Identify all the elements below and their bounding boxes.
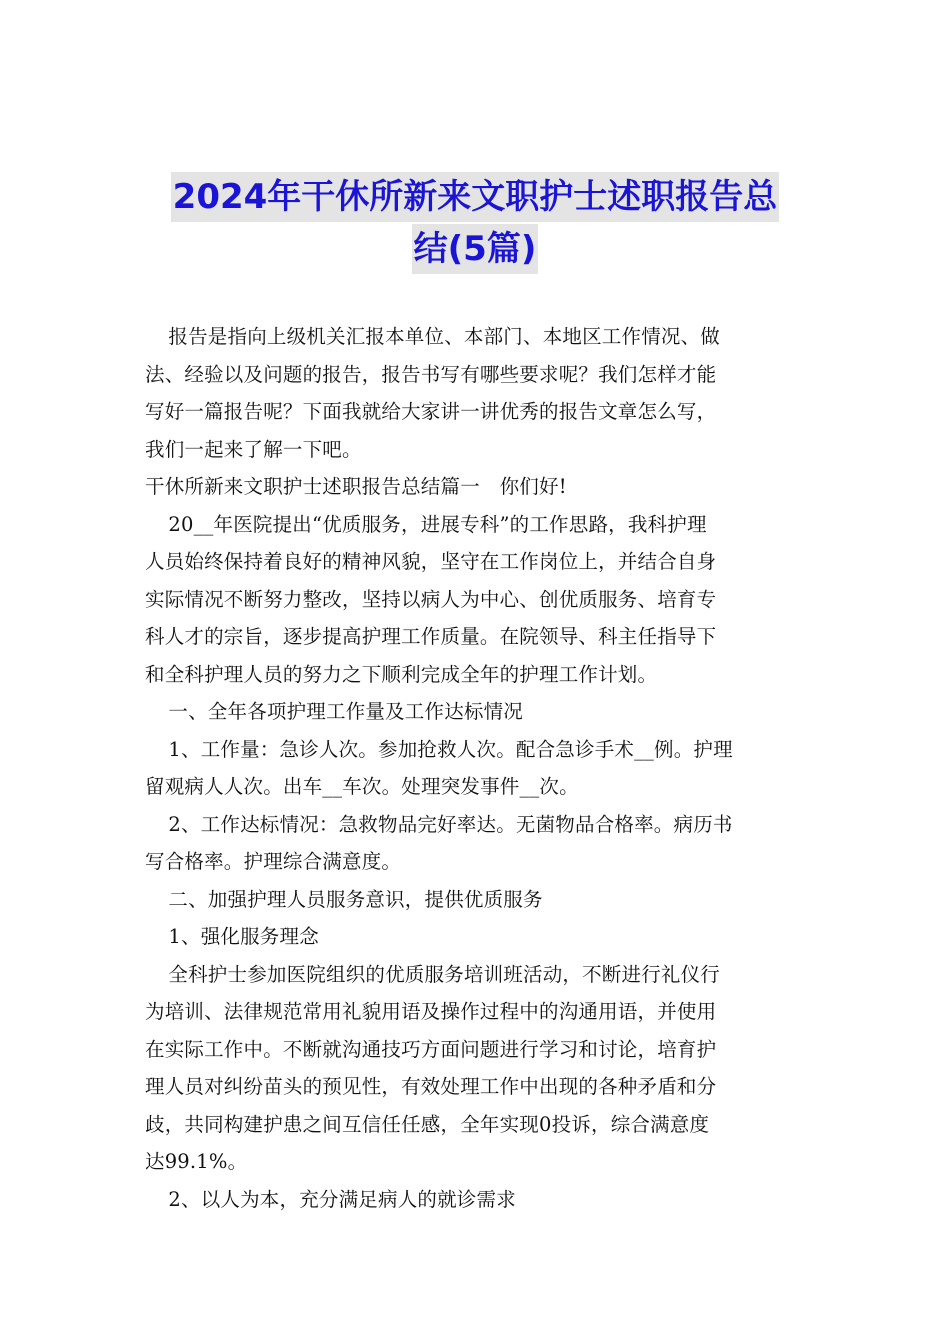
text-line: 科人才的宗旨，逐步提高护理工作质量。在院领导、科主任指导下 (145, 625, 717, 648)
text-line: 和全科护理人员的努力之下顺利完成全年的护理工作计划。 (145, 662, 658, 686)
paragraph-training (145, 956, 810, 1181)
heading-patient-needs (145, 1181, 810, 1219)
text-line: 理人员对纠纷苗头的预见性，有效处理工作中出现的各种矛盾和分 (145, 1075, 717, 1098)
paragraph-work-approach (145, 506, 810, 694)
paragraph-section-heading (145, 468, 810, 506)
text-line: 为培训、法律规范常用礼貌用语及操作过程中的沟通用语，并使用 (145, 1000, 717, 1023)
text-line: 2、工作达标情况：急救物品完好率达。无菌物品合格率。病历书 (168, 812, 733, 836)
text-line: 干休所新来文职护士述职报告总结篇一 你们好! (145, 475, 567, 498)
paragraph-standards (145, 806, 810, 881)
text-line: 2、以人为本，充分满足病人的就诊需求 (168, 1187, 516, 1211)
text-line: 1、强化服务理念 (168, 925, 319, 948)
text-line: 写合格率。护理综合满意度。 (145, 850, 402, 873)
text-line: 写好一篇报告呢？下面我就给大家讲一讲优秀的报告文章怎么写， (145, 400, 717, 423)
text-line: 20__年医院提出“优质服务，进展专科”的工作思路，我科护理 (168, 512, 707, 536)
paragraph-intro (145, 318, 810, 468)
text-line: 在实际工作中。不断就沟通技巧方面问题进行学习和讨论，培育护 (145, 1037, 717, 1061)
title-line-2: 结(5篇) (412, 224, 539, 274)
text-line: 二、加强护理人员服务意识，提供优质服务 (168, 887, 543, 911)
text-line: 我们一起来了解一下吧。 (145, 437, 362, 461)
text-line: 歧，共同构建护患之间互信任任感，全年实现0投诉，综合满意度 (145, 1112, 710, 1136)
text-line: 法、经验以及问题的报告，报告书写有哪些要求呢？我们怎样才能 (145, 362, 717, 386)
text-line: 实际情况不断努力整改，坚持以病人为中心、创优质服务、培育专 (145, 587, 717, 611)
text-line: 一、全年各项护理工作量及工作达标情况 (168, 700, 523, 723)
heading-service-concept (145, 918, 810, 956)
text-line: 报告是指向上级机关汇报本单位、本部门、本地区工作情况、做 (168, 325, 720, 348)
title-line-1: 2024年干休所新来文职护士述职报告总 (171, 172, 780, 222)
paragraph-workload (145, 731, 810, 806)
text-line: 全科护士参加医院组织的优质服务培训班活动，不断进行礼仪行 (168, 962, 720, 986)
text-line: 达99.1%。 (145, 1150, 248, 1173)
document-body (145, 318, 810, 1218)
text-line: 留观病人人次。出车__车次。处理突发事件__次。 (145, 775, 579, 798)
heading-workload (145, 693, 810, 731)
document-title (130, 172, 820, 274)
text-line: 1、工作量：急诊人次。参加抢救人次。配合急诊手术__例。护理 (168, 737, 733, 761)
heading-service-awareness (145, 881, 810, 919)
text-line: 人员始终保持着良好的精神风貌，坚守在工作岗位上，并结合自身 (145, 550, 717, 573)
